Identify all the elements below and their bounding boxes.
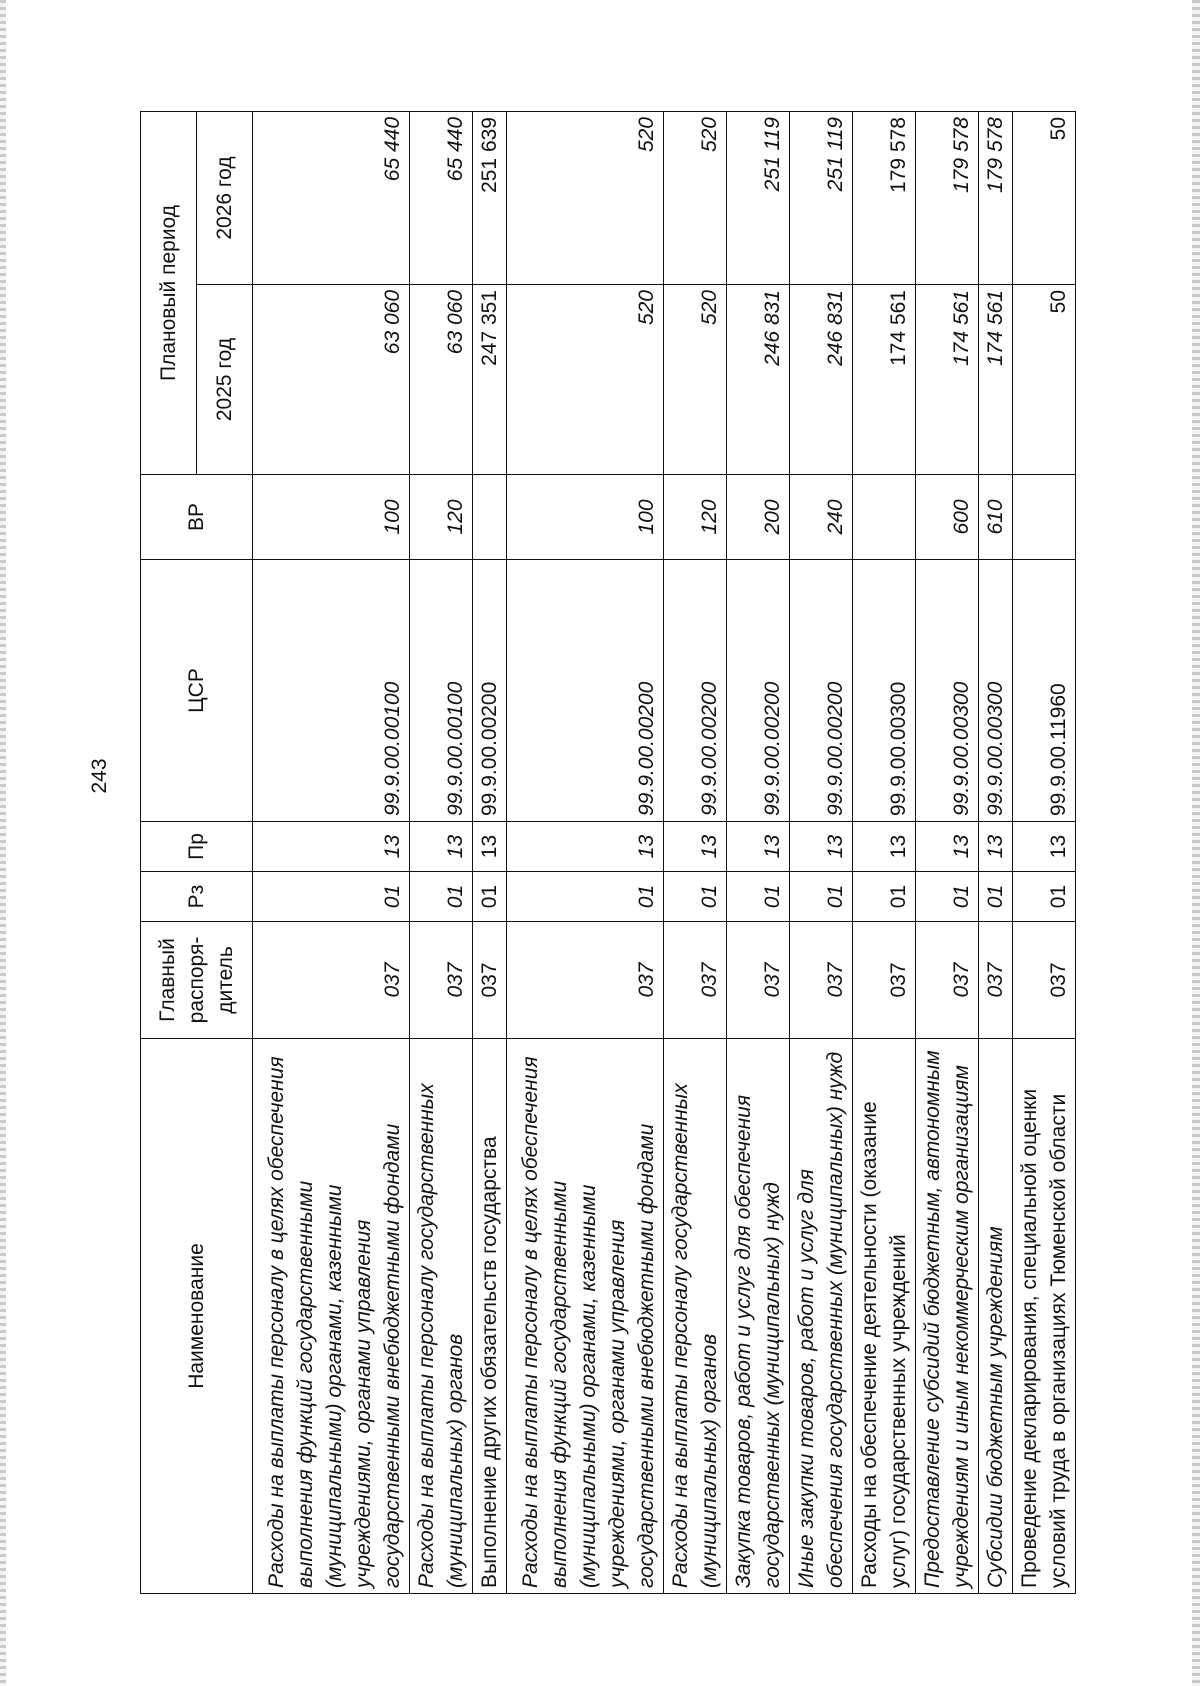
- row-name: Проведение декларирования, специальной оценки условий труда в организациях Тюменской области: [1013, 1039, 1076, 1594]
- row-main-manager: 037: [253, 922, 410, 1039]
- table-header: [141, 112, 253, 1594]
- row-2025: 174 561: [979, 285, 1013, 475]
- table-row: [410, 112, 473, 1594]
- row-name: Расходы на выплаты персоналу в целях обеспечения выполнения функций государственными (муниципальными) органами, казенными учреждениями, органами управления государственными внебюджетными фондами: [253, 1039, 410, 1594]
- row-rz: 01: [916, 872, 979, 922]
- row-csr: 99.9.00.00100: [410, 560, 473, 822]
- row-main-manager: 037: [979, 922, 1013, 1039]
- row-2025: 174 561: [916, 285, 979, 475]
- table-row: [790, 112, 853, 1594]
- row-name: Закупка товаров, работ и услуг для обеспечения государственных (муниципальных) нужд: [727, 1039, 790, 1594]
- row-main-manager: 037: [1013, 922, 1076, 1039]
- row-vr: 120: [410, 475, 473, 560]
- row-2025: 520: [507, 285, 664, 475]
- scan-edge-right: [1192, 0, 1200, 1686]
- table-row: [1013, 112, 1076, 1594]
- table-row: [664, 112, 727, 1594]
- row-2026: 520: [507, 112, 664, 285]
- row-rz: 01: [507, 872, 664, 922]
- row-main-manager: 037: [507, 922, 664, 1039]
- row-rz: 01: [790, 872, 853, 922]
- row-pr: 13: [916, 822, 979, 872]
- row-pr: 13: [1013, 822, 1076, 872]
- header-year-2025: 2025 год: [197, 285, 253, 475]
- header-csr: ЦСР: [141, 560, 253, 822]
- row-main-manager: 037: [853, 922, 916, 1039]
- row-rz: 01: [473, 872, 507, 922]
- row-2025: 246 831: [790, 285, 853, 475]
- row-2026: 179 578: [916, 112, 979, 285]
- scan-edge-left: [0, 0, 6, 1686]
- rotated-table-sheet: [140, 112, 1070, 1594]
- row-pr: 13: [853, 822, 916, 872]
- row-pr: 13: [473, 822, 507, 872]
- row-2025: 247 351: [473, 285, 507, 475]
- row-2026: 251 119: [727, 112, 790, 285]
- row-vr: 200: [727, 475, 790, 560]
- row-2026: 65 440: [253, 112, 410, 285]
- row-2026: 179 578: [853, 112, 916, 285]
- header-rz: Рз: [141, 872, 253, 922]
- row-main-manager: 037: [916, 922, 979, 1039]
- row-vr: 240: [790, 475, 853, 560]
- row-main-manager: 037: [790, 922, 853, 1039]
- row-vr: 610: [979, 475, 1013, 560]
- header-name: Наименование: [141, 1039, 253, 1594]
- row-main-manager: 037: [473, 922, 507, 1039]
- page-number: 243: [88, 758, 111, 794]
- row-main-manager: 037: [664, 922, 727, 1039]
- row-csr: 99.9.00.00100: [253, 560, 410, 822]
- row-name: Расходы на обеспечение деятельности (оказание услуг) государственных учреждений: [853, 1039, 916, 1594]
- row-csr: 99.9.00.00300: [853, 560, 916, 822]
- row-name: Субсидии бюджетным учреждениям: [979, 1039, 1013, 1594]
- row-pr: 13: [410, 822, 473, 872]
- budget-table: [140, 111, 1076, 1594]
- row-csr: 99.9.00.00200: [473, 560, 507, 822]
- row-name: Расходы на выплаты персоналу в целях обеспечения выполнения функций государственными (муниципальными) органами, казенными учреждениями, органами управления государственными внебюджетными фондами: [507, 1039, 664, 1594]
- row-pr: 13: [664, 822, 727, 872]
- row-vr: [1013, 475, 1076, 560]
- row-rz: 01: [410, 872, 473, 922]
- table-row: [507, 112, 664, 1594]
- row-2025: 63 060: [410, 285, 473, 475]
- row-vr: [853, 475, 916, 560]
- row-2026: 50: [1013, 112, 1076, 285]
- row-vr: 100: [507, 475, 664, 560]
- row-vr: 100: [253, 475, 410, 560]
- row-2025: 246 831: [727, 285, 790, 475]
- row-csr: 99.9.00.00200: [790, 560, 853, 822]
- table-row: [979, 112, 1013, 1594]
- row-name: Выполнение других обязательств государства: [473, 1039, 507, 1594]
- row-rz: 01: [727, 872, 790, 922]
- row-csr: 99.9.00.00300: [979, 560, 1013, 822]
- row-vr: [473, 475, 507, 560]
- row-main-manager: 037: [727, 922, 790, 1039]
- row-2026: 251 639: [473, 112, 507, 285]
- row-rz: 01: [664, 872, 727, 922]
- row-name: Предоставление субсидий бюджетным, автономным учреждениям и иным некоммерческим организациям: [916, 1039, 979, 1594]
- header-pr: Пр: [141, 822, 253, 872]
- header-year-2026: 2026 год: [197, 112, 253, 285]
- row-name: Иные закупки товаров, работ и услуг для обеспечения государственных (муниципальных) нужд: [790, 1039, 853, 1594]
- row-rz: 01: [853, 872, 916, 922]
- row-rz: 01: [979, 872, 1013, 922]
- row-pr: 13: [253, 822, 410, 872]
- row-csr: 99.9.00.00200: [507, 560, 664, 822]
- row-name: Расходы на выплаты персоналу государственных (муниципальных) органов: [410, 1039, 473, 1594]
- row-2026: 520: [664, 112, 727, 285]
- table-body: [253, 112, 1076, 1594]
- header-vr: ВР: [141, 475, 253, 560]
- row-2025: 50: [1013, 285, 1076, 475]
- table-row: [727, 112, 790, 1594]
- row-csr: 99.9.00.00200: [664, 560, 727, 822]
- table-row: [253, 112, 410, 1594]
- row-2025: 174 561: [853, 285, 916, 475]
- table-row: [916, 112, 979, 1594]
- header-main-manager: Главный распоря-дитель: [141, 922, 253, 1039]
- header-planned-period: Плановый период: [141, 112, 197, 475]
- row-csr: 99.9.00.11960: [1013, 560, 1076, 822]
- row-vr: 600: [916, 475, 979, 560]
- row-2026: 251 119: [790, 112, 853, 285]
- row-rz: 01: [1013, 872, 1076, 922]
- row-pr: 13: [790, 822, 853, 872]
- table-row: [473, 112, 507, 1594]
- row-2026: 179 578: [979, 112, 1013, 285]
- row-pr: 13: [727, 822, 790, 872]
- row-vr: 120: [664, 475, 727, 560]
- row-2026: 65 440: [410, 112, 473, 285]
- row-name: Расходы на выплаты персоналу государственных (муниципальных) органов: [664, 1039, 727, 1594]
- row-main-manager: 037: [410, 922, 473, 1039]
- row-2025: 520: [664, 285, 727, 475]
- row-pr: 13: [507, 822, 664, 872]
- table-row: [853, 112, 916, 1594]
- row-rz: 01: [253, 872, 410, 922]
- row-pr: 13: [979, 822, 1013, 872]
- row-2025: 63 060: [253, 285, 410, 475]
- row-csr: 99.9.00.00200: [727, 560, 790, 822]
- row-csr: 99.9.00.00300: [916, 560, 979, 822]
